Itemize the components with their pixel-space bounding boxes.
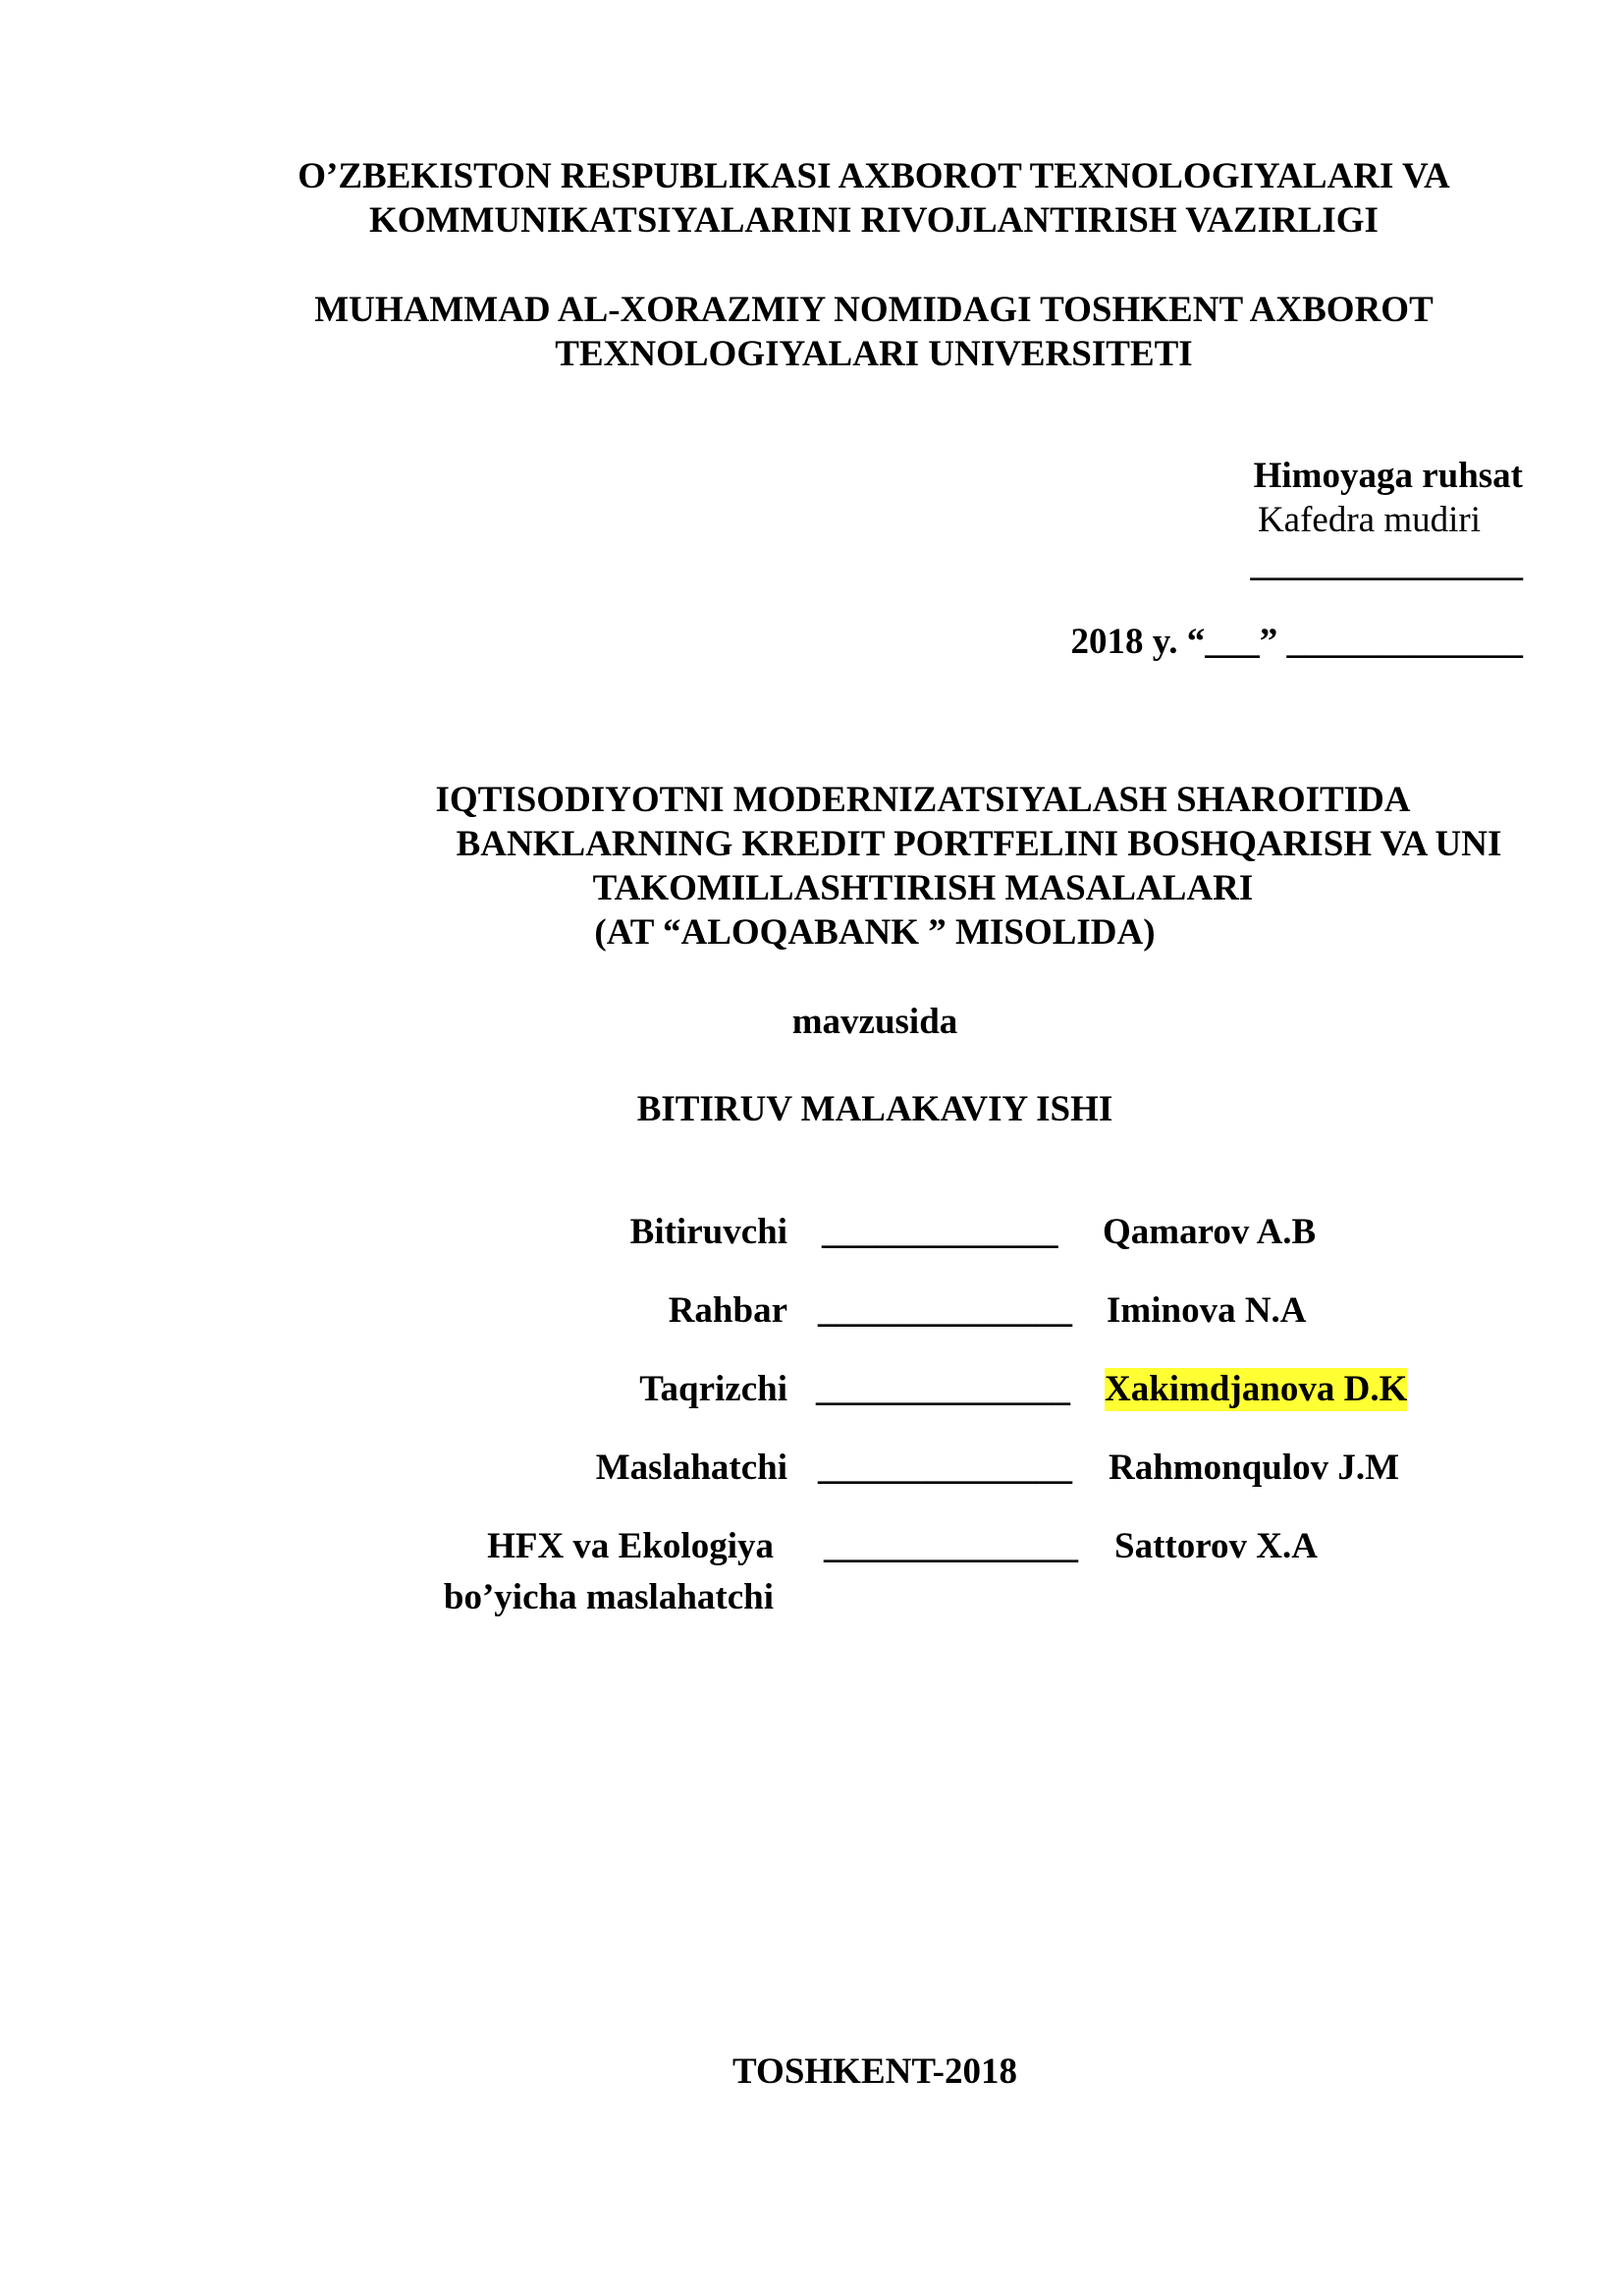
- signatory-role-line-2: bo’yicha maslahatchi: [443, 1577, 774, 1617]
- university-name-line-2: TEXNOLOGIYALARI UNIVERSITETI: [555, 334, 1193, 374]
- signatory-role-line-1: HFX va Ekologiya: [487, 1526, 774, 1566]
- approval-title: Himoyaga ruhsat: [1253, 456, 1523, 496]
- topic-line-4: (AT “ALOQABANK ” MISOLIDA): [594, 912, 1156, 953]
- signature-blank: _____________: [822, 1212, 1058, 1252]
- signatory-role: Taqrizchi: [639, 1369, 787, 1409]
- topic-line-2: BANKLARNING KREDIT PORTFELINI BOSHQARISH VA UNI: [456, 824, 1502, 864]
- ministry-name-line-1: O’ZBEKISTON RESPUBLIKASI AXBOROT TEXNOLOGIYALARI VA: [298, 156, 1450, 196]
- signatory-name: Iminova N.A: [1107, 1290, 1307, 1331]
- approval-signature-line: _______________: [1250, 544, 1523, 584]
- topic-line-1: IQTISODIYOTNI MODERNIZATSIYALASH SHAROITIDA: [435, 780, 1411, 820]
- signatory-name: Sattorov X.A: [1114, 1526, 1318, 1566]
- footer-city-year: TOSHKENT-2018: [732, 2051, 1017, 2092]
- signature-blank: ______________: [818, 1290, 1072, 1331]
- work-type-title: BITIRUV MALAKAVIY ISHI: [636, 1089, 1113, 1129]
- approval-date-line: 2018 y. “___” _____________: [1070, 622, 1523, 662]
- ministry-name-line-2: KOMMUNIKATSIYALARINI RIVOJLANTIRISH VAZIRLIGI: [369, 200, 1379, 241]
- university-name-line-1: MUHAMMAD AL-XORAZMIY NOMIDAGI TOSHKENT AXBOROT: [314, 290, 1434, 330]
- signatory-role: Maslahatchi: [595, 1448, 787, 1488]
- signature-blank: ______________: [824, 1526, 1078, 1566]
- signature-blank: ______________: [818, 1448, 1072, 1488]
- signatory-name-highlighted: Xakimdjanova D.K: [1105, 1369, 1408, 1409]
- signature-blank: ______________: [816, 1369, 1070, 1409]
- signatory-name: Rahmonqulov J.M: [1109, 1448, 1400, 1488]
- topic-suffix: mavzusida: [791, 1002, 958, 1042]
- signatory-role: Rahbar: [668, 1290, 787, 1331]
- topic-line-3: TAKOMILLASHTIRISH MASALALARI: [592, 868, 1254, 908]
- approval-subtitle: Kafedra mudiri: [1257, 500, 1481, 540]
- signatory-name: Qamarov A.B: [1103, 1212, 1317, 1252]
- signatory-role: Bitiruvchi: [629, 1212, 787, 1252]
